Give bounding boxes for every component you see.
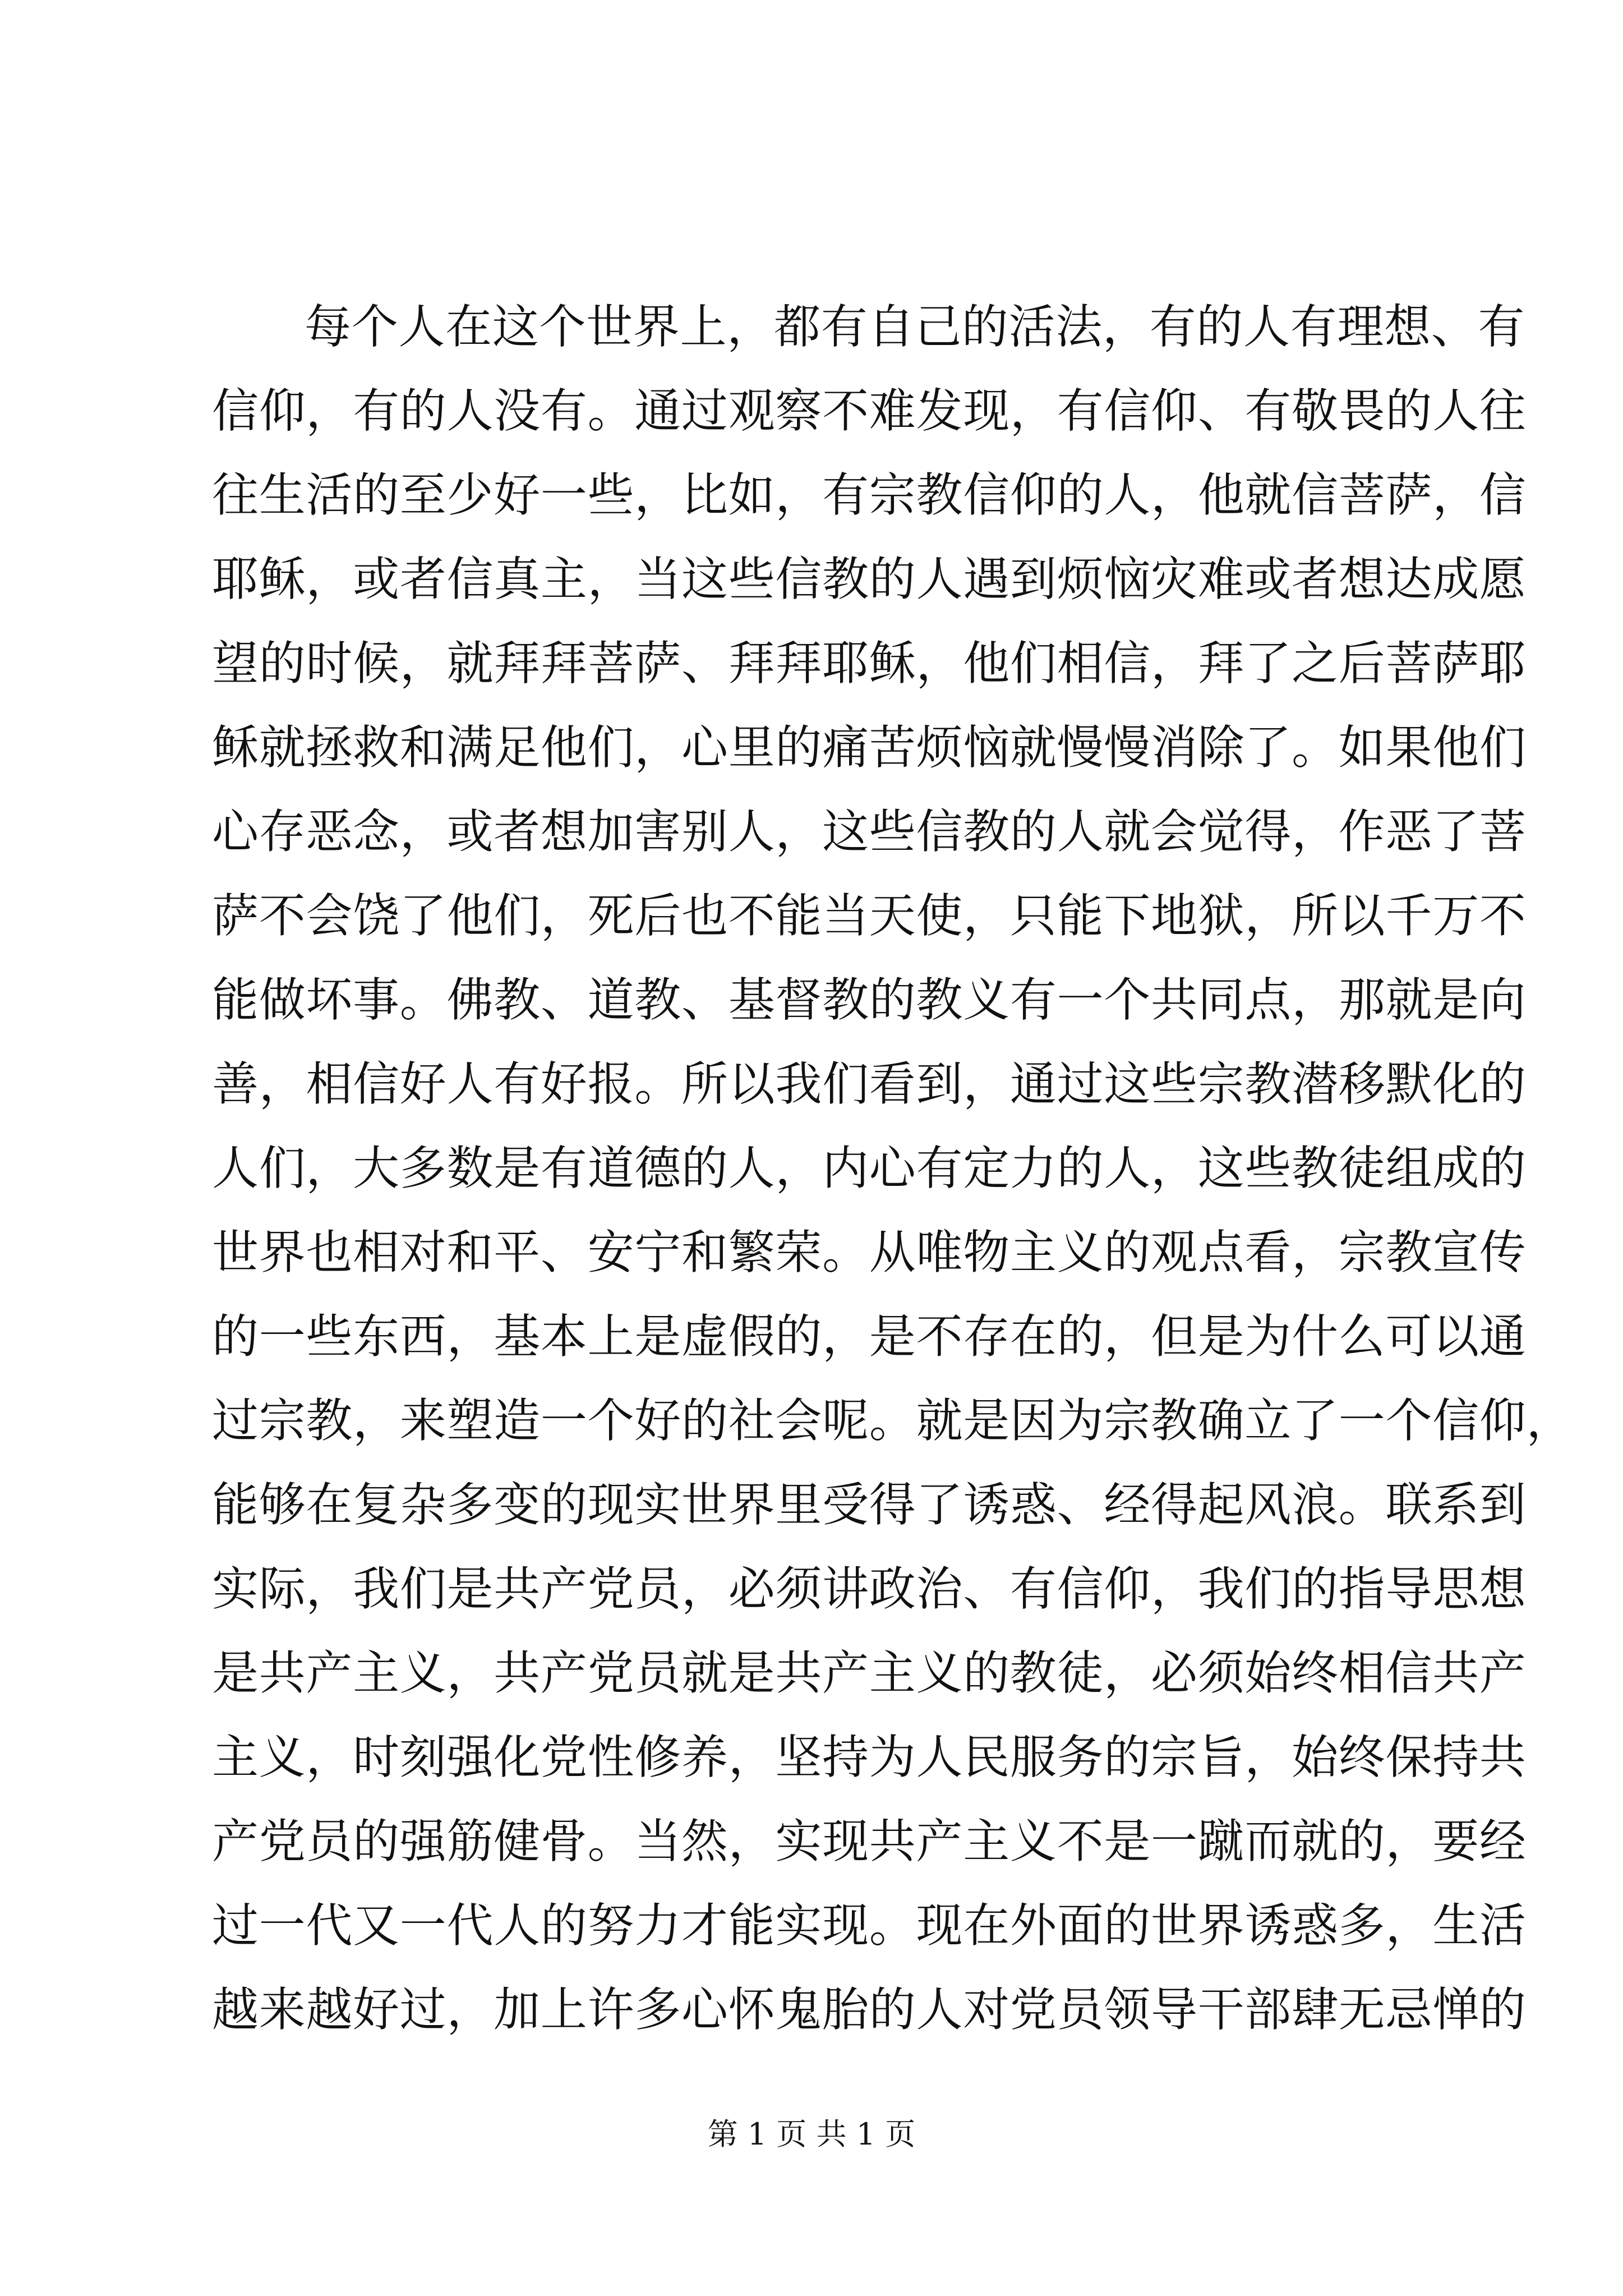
paragraph-line: 越来越好过，加上许多心怀鬼胎的人对党员领导干部肆无忌惮的 [212, 1982, 1527, 2037]
paragraph-line: 每个人在这个世界上，都有自己的活法，有的人有理想、有 [305, 300, 1525, 354]
paragraph-line: 人们，大多数是有道德的人，内心有定力的人，这些教徒组成的 [212, 1141, 1527, 1195]
page-footer [0, 2115, 1623, 2154]
paragraph-line: 过宗教，来塑造一个好的社会呢。就是因为宗教确立了一个信仰， [212, 1393, 1574, 1448]
paragraph-line: 信仰，有的人没有。通过观察不难发现，有信仰、有敬畏的人往 [212, 384, 1527, 438]
paragraph-line: 往生活的至少好一些，比如，有宗教信仰的人，他就信菩萨，信 [212, 468, 1527, 522]
paragraph-line: 能够在复杂多变的现实世界里受得了诱惑、经得起风浪。联系到 [212, 1478, 1527, 1532]
paragraph-line: 产党员的强筋健骨。当然，实现共产主义不是一蹴而就的，要经 [212, 1814, 1527, 1869]
paragraph-line: 心存恶念，或者想加害别人，这些信教的人就会觉得，作恶了菩 [212, 804, 1527, 859]
paragraph-line: 稣就拯救和满足他们，心里的痛苦烦恼就慢慢消除了。如果他们 [212, 720, 1527, 775]
paragraph-line: 耶稣，或者信真主，当这些信教的人遇到烦恼灾难或者想达成愿 [212, 552, 1527, 606]
body-paragraph [212, 285, 1574, 2052]
paragraph-line: 能做坏事。佛教、道教、基督教的教义有一个共同点，那就是向 [212, 973, 1527, 1027]
paragraph-line: 望的时候，就拜拜菩萨、拜拜耶稣，他们相信，拜了之后菩萨耶 [212, 636, 1527, 691]
paragraph-line: 是共产主义，共产党员就是共产主义的教徒，必须始终相信共产 [212, 1646, 1527, 1700]
paragraph-line: 善，相信好人有好报。所以我们看到，通过这些宗教潜移默化的 [212, 1057, 1527, 1111]
paragraph-line: 实际，我们是共产党员，必须讲政治、有信仰，我们的指导思想 [212, 1562, 1527, 1616]
paragraph-line: 萨不会饶了他们，死后也不能当天使，只能下地狱，所以千万不 [212, 889, 1527, 943]
paragraph-line: 的一些东西，基本上是虚假的，是不存在的，但是为什么可以通 [212, 1309, 1527, 1364]
paragraph-line: 世界也相对和平、安宁和繁荣。从唯物主义的观点看，宗教宣传 [212, 1225, 1527, 1280]
paragraph-line: 主义，时刻强化党性修养，坚持为人民服务的宗旨，始终保持共 [212, 1730, 1527, 1784]
page-number-label: 第 1 页 共 1 页 [707, 2116, 916, 2152]
paragraph-line: 过一代又一代人的努力才能实现。现在外面的世界诱惑多，生活 [212, 1898, 1527, 1953]
